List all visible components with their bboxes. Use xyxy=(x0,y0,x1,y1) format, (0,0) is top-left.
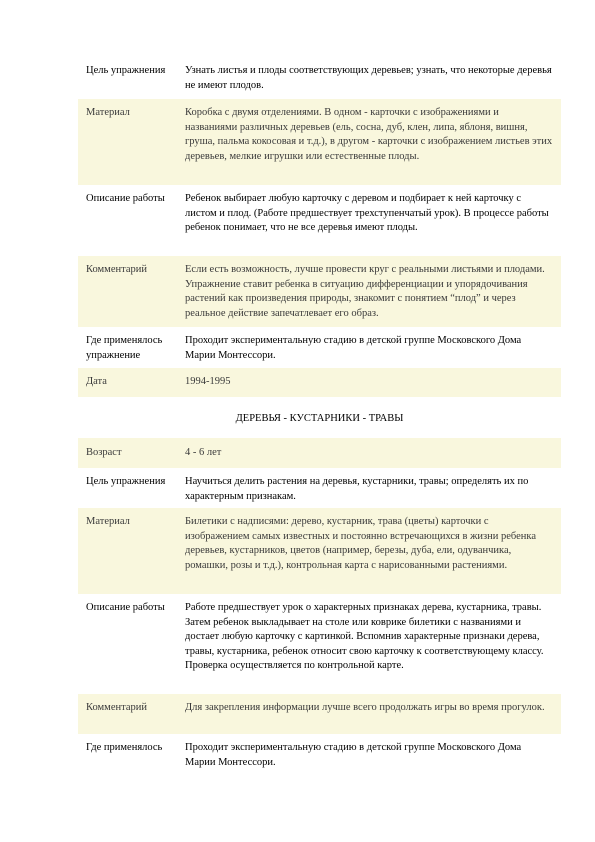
row-value: Научиться делить растения на деревья, кустарники, травы; определять их по характерным признакам. xyxy=(185,476,529,502)
section-title: ДЕРЕВЬЯ - КУСТАРНИКИ - ТРАВЫ xyxy=(235,413,404,424)
row-label: Описание работы xyxy=(86,193,165,204)
row-value: Если есть возможность, лучше провести круг с реальными листьями и плодами. Упражнение ставит ребенка в ситуацию дифференциации и упорядочивания растений как произведения природы, знакомит с понятием “плод” и через реальное действие запечатлевает его образ. xyxy=(185,264,545,319)
row-value: Узнать листья и плоды соответствующих деревьев; узнать, что некоторые деревья не имеют плодов. xyxy=(185,65,552,91)
table-row-description xyxy=(78,594,561,694)
table-row-material xyxy=(78,508,561,594)
table-row-where-used xyxy=(78,327,561,368)
table-row-description xyxy=(78,185,561,256)
row-value: Ребенок выбирает любую карточку с деревом и подбирает к ней карточку с листом и плод. (Работе предшествует трехступенчатый урок). В процессе работы ребенок понимает, что не все деревья имеют плоды. xyxy=(185,193,549,233)
row-value: 4 - 6 лет xyxy=(185,447,222,458)
table-row-goal xyxy=(78,468,561,508)
row-value: Билетики с надписями: дерево, кустарник, трава (цветы) карточки с изображением самых известных и постоянно встречающихся в жизни ребенка деревьев, кустарников, цветов (например, березы, дуба, ели, одуванчика, ромашки, розы и т.д.), контрольная карта с нарисованными растениями. xyxy=(185,516,536,571)
row-value: Проходит экспериментальную стадию в детской группе Московского Дома Марии Монтессори. xyxy=(185,335,522,361)
table-row-comment xyxy=(78,694,561,734)
table-row-date xyxy=(78,368,561,397)
row-value: Коробка с двумя отделениями. В одном - карточки с изображениями и названиями различных деревьев (ель, сосна, дуб, клен, липа, яблоня, вишня, груша, пальма кокосовая и т.д.), в другом - карточки с изображением листьев этих деревьев, мелкие игрушки или естественные плоды. xyxy=(185,107,553,162)
row-value: Работе предшествует урок о характерных признаках дерева, кустарника, травы. Затем ребенок выкладывает на столе или коврике билетики с названиями и достает любую карточку с картинкой. Вспомнив характерные признаки дерева, травы, кустарника, ребенок относит свою карточку к соответствующему классу. Проверка осуществляется по контрольной карте. xyxy=(185,602,544,671)
row-value: Для закрепления информации лучше всего продолжать игры во время прогулок. xyxy=(185,702,545,713)
table-row-goal xyxy=(78,58,561,99)
exercise-table-2 xyxy=(78,438,561,774)
row-label: Цель упражнения xyxy=(86,476,166,487)
row-label: Комментарий xyxy=(86,702,147,713)
table-row-where-used xyxy=(78,734,561,774)
row-value: 1994-1995 xyxy=(185,376,231,387)
row-label: Дата xyxy=(86,376,107,387)
row-label: Материал xyxy=(86,107,130,118)
row-label: Возраст xyxy=(86,447,122,458)
table-row-age xyxy=(78,438,561,468)
row-label: Где применялось xyxy=(86,742,163,753)
row-label: Описание работы xyxy=(86,602,165,613)
exercise-table-1 xyxy=(78,58,561,397)
row-label: Цель упражнения xyxy=(86,65,166,76)
row-label: Где применялось упражнение xyxy=(86,335,163,361)
row-value: Проходит экспериментальную стадию в детской группе Московского Дома Марии Монтессори. xyxy=(185,742,522,768)
row-label: Материал xyxy=(86,516,130,527)
row-label: Комментарий xyxy=(86,264,147,275)
table-row-comment xyxy=(78,256,561,327)
table-row-material xyxy=(78,99,561,185)
